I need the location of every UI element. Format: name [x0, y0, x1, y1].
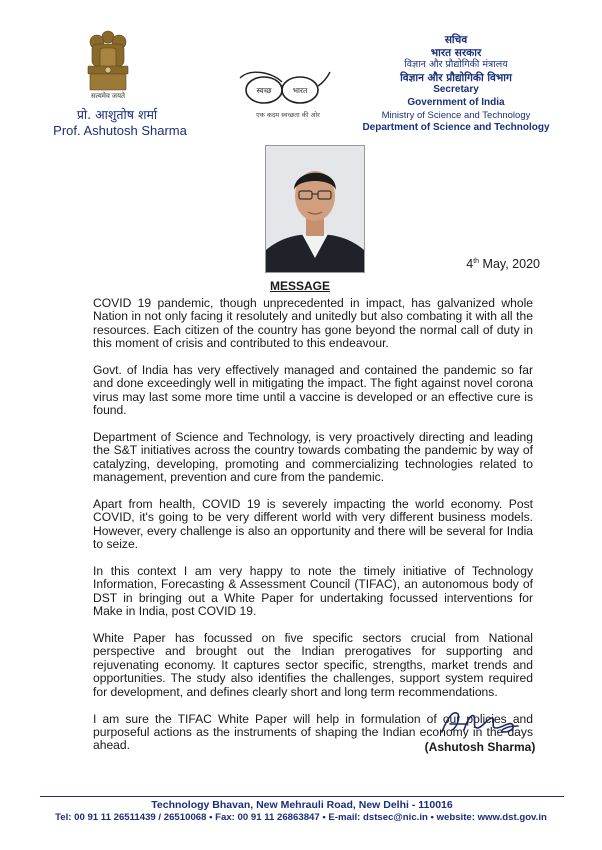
- footer-address: Technology Bhavan, New Mehrauli Road, New Delhi - 110016: [151, 799, 453, 811]
- footer-contact: Tel: 00 91 11 26511439 / 26510068 • Fax: 00 91 11 26863847 • E-mail: dstsec@nic.in • website: www.dst.gov.in: [55, 812, 547, 823]
- footer-divider: [40, 796, 564, 797]
- paragraph: I am sure the TIFAC White Paper will help in formulation of our policies and purposeful actions as the instruments of shaping the Indian economy in the days ahead.: [93, 711, 533, 753]
- designation-hindi: सचिव: [444, 34, 468, 46]
- swachh-word-left: स्वच्छ: [256, 86, 272, 95]
- handwritten-signature: [432, 706, 532, 740]
- paragraph: Govt. of India has very effectively managed and contained the pandemic so far and done exceedingly well in mitigating the impact. The fight against novel corona virus may last some more time until a vaccine is developed or an effective cure is found.: [93, 363, 533, 418]
- office-header: [350, 34, 562, 135]
- letter-date: [440, 257, 540, 271]
- swachh-word-right: भारत: [292, 86, 308, 95]
- paragraph: In this context I am very happy to note the timely initiative of Technology Information, Forecasting & Assessment Council (TIFAC), an autonomous body of DST in bringing out a White Paper for undertaking focussed interventions for Make in India, post COVID 19.: [93, 564, 533, 619]
- signer-name: (Ashutosh Sharma): [424, 740, 536, 754]
- secretary-name-english: Prof. Ashutosh Sharma: [53, 123, 187, 138]
- date-rest: May, 2020: [479, 257, 540, 271]
- department-english: Department of Science and Technology: [362, 122, 550, 134]
- date-day: 4: [466, 257, 474, 271]
- designation-english: Secretary: [433, 84, 479, 96]
- emblem-caption: सत्यमेव जयते: [90, 93, 126, 100]
- ministry-hindi: विज्ञान और प्रौद्योगिकी मंत्रालय: [404, 59, 508, 71]
- national-emblem-icon: [82, 28, 134, 102]
- govt-hindi: भारत सरकार: [430, 46, 482, 59]
- secretary-name-hindi: प्रो. आशुतोष शर्मा: [76, 107, 158, 122]
- paragraph: Department of Science and Technology, is very proactively directing and leading the S&T initiatives across the country towards combating the pandemic by way of catalyzing, developing, promoting and commercializing technologies related to management, prevention and cure from the pandemic.: [93, 430, 533, 485]
- portrait-photo: [265, 145, 365, 273]
- paragraph: COVID 19 pandemic, though unprecedented in impact, has galvanized whole Nation in not only facing it resolutely and unitedly but also combating it with all the resources. Each citizen of the country has gone beyond the normal call of duty in this moment of crisis and contributed to this endeavour.: [93, 296, 533, 351]
- date-suffix: th: [473, 257, 480, 265]
- message-title: MESSAGE: [269, 279, 330, 293]
- message-body: [93, 297, 533, 766]
- swachh-tagline: एक कदम स्वच्छता की ओर: [256, 111, 320, 119]
- ministry-english: Ministry of Science and Technology: [381, 109, 531, 121]
- paragraph: Apart from health, COVID 19 is severely impacting the world economy. Post COVID, it's going to be very different world with very different business models. However, every challenge is also an opportunity and there will be several for India to seize.: [93, 497, 533, 552]
- department-hindi: विज्ञान और प्रौद्योगिकी विभाग: [400, 71, 512, 84]
- paragraph: White Paper has focussed on five specific sectors crucial from National perspective and brought out the Indian prerogatives for supporting and rejuvenating economy. It captures sector specific, strengths, market trends and opportunities. The study also identifies the challenges, support system required for development, and defines clearly short and long term recommendations.: [93, 631, 533, 699]
- govt-english: Government of India: [407, 96, 505, 108]
- portrait-illustration: [266, 146, 364, 272]
